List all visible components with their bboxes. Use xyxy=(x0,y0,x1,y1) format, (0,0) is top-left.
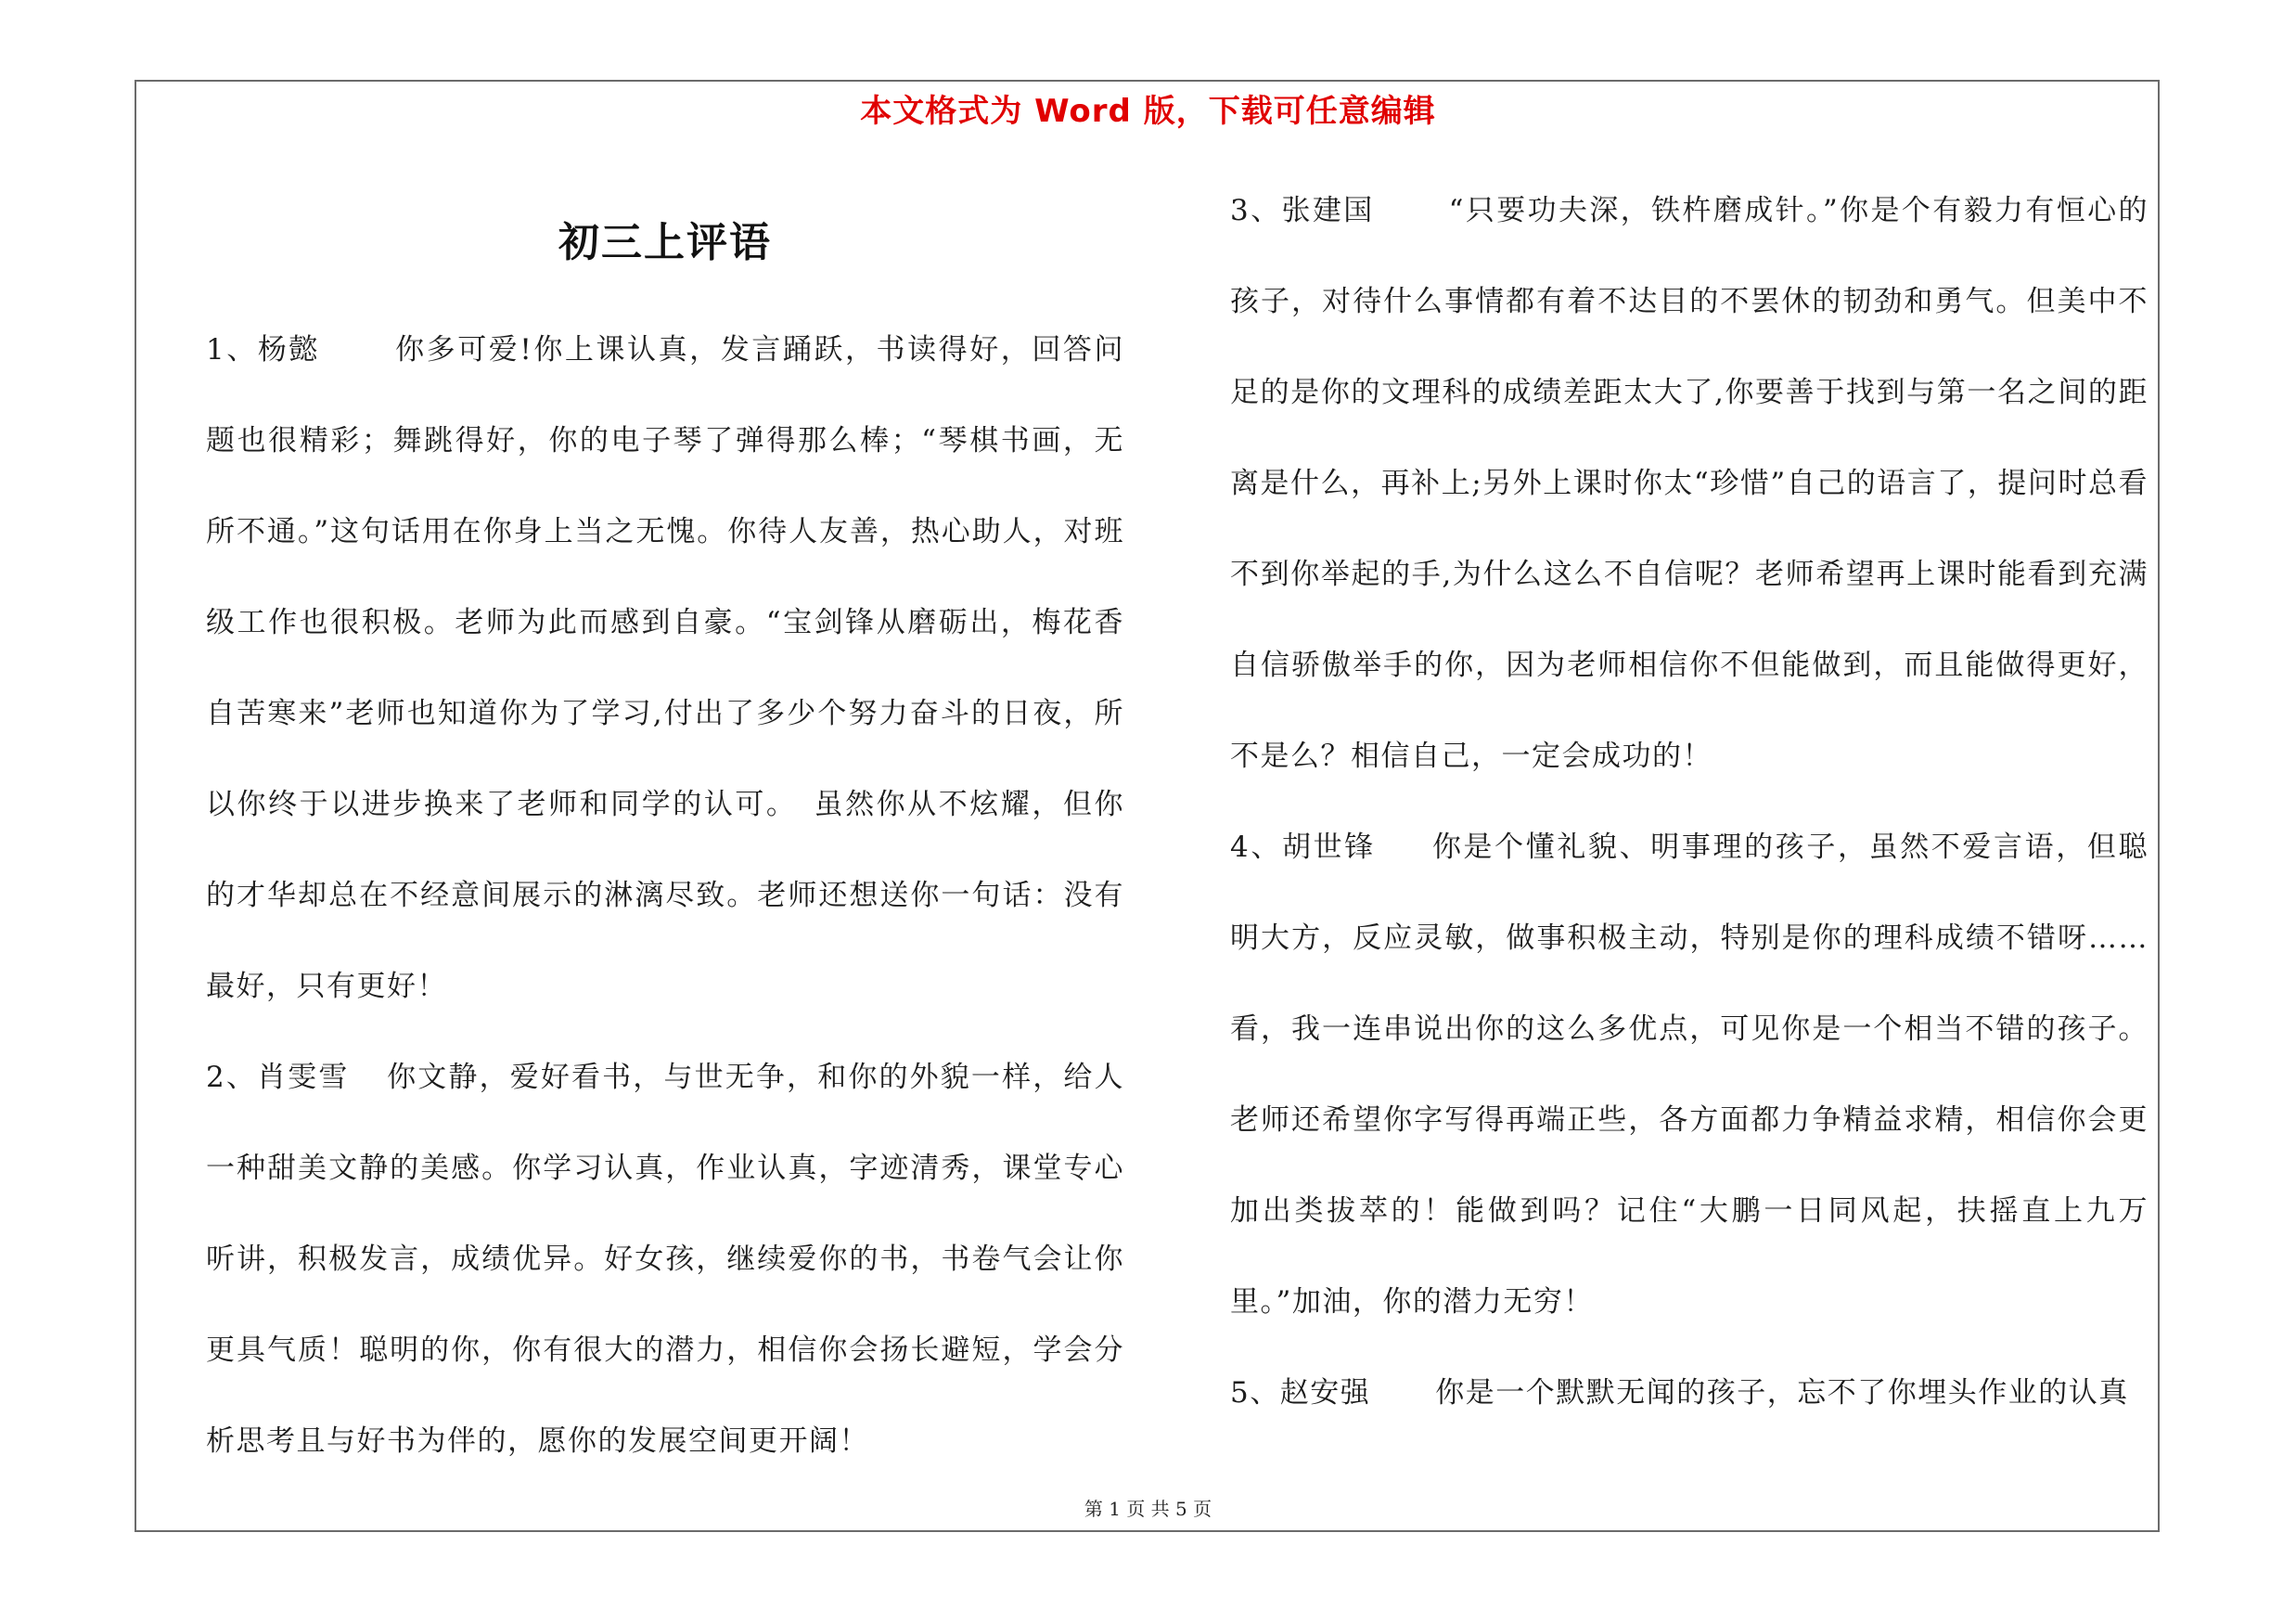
document-title: 初三上评语 xyxy=(558,219,772,266)
student-name: 赵安强 xyxy=(1279,1376,1371,1410)
student-name: 肖雯雪 xyxy=(257,1061,350,1094)
comment-entry-1 xyxy=(206,304,1124,1032)
entry-number: 3、 xyxy=(1230,194,1282,227)
student-name: 胡世锋 xyxy=(1281,831,1376,864)
right-column xyxy=(1230,165,2148,1438)
entry-number: 5、 xyxy=(1230,1376,1280,1410)
format-banner: 本文格式为 Word 版，下载可任意编辑 xyxy=(860,93,1436,130)
comment-text: 你多可爱!你上课认真，发言踊跃，书读得好，回答问题也很精彩；舞跳得好，你的电子琴了弹得那么棒；“琴棋书画，无所不通。”这句话用在你身上当之无愧。你待人友善，热心助人，对班级工作也很积极。老师为此而感到自豪。“宝剑锋从磨砺出，梅花香自苦寒来”老师也知道你为了学习,付出了多少个努力奋斗的日夜，所以你终于以进步换来了老师和同学的认可。 虽然你从不炫耀，但你的才华却总在不经意间展示的淋漓尽致。老师还想送你一句话：没有最好，只有更好！ xyxy=(206,333,1124,1003)
entry-number: 4、 xyxy=(1230,831,1282,864)
comment-text: 你文静，爱好看书，与世无争，和你的外貌一样，给人一种甜美文静的美感。你学习认真，作业认真，字迹清秀，课堂专心听讲，积极发言，成绩优异。好女孩，继续爱你的书，书卷气会让你更具气质！聪明的你，你有很大的潜力，相信你会扬长避短，学会分析思考且与好书为伴的，愿你的发展空间更开阔！ xyxy=(206,1061,1125,1458)
entry-number: 1、 xyxy=(206,333,258,367)
comment-text: 你是一个默默无闻的孩子，忘不了你埋头作业的认真 xyxy=(1435,1376,2129,1410)
comment-text: 你是个懂礼貌、明事理的孩子，虽然不爱言语，但聪明大方，反应灵敏，做事积极主动，特别是你的理科成绩不错呀……看，我一连串说出你的这么多优点，可见你是一个相当不错的孩子。老师还希望你字写得再端正些，各方面都力争精益求精，相信你会更加出类拔萃的！能做到吗？记住“大鹏一日同风起，扶摇直上九万里。”加油，你的潜力无穷！ xyxy=(1230,831,2149,1319)
student-name: 张建国 xyxy=(1281,194,1375,227)
left-column xyxy=(206,304,1124,1487)
page-number: 第 1 页 共 5 页 xyxy=(1084,1498,1212,1520)
comment-entry-4 xyxy=(1230,802,2148,1347)
comment-entry-2 xyxy=(206,1032,1124,1487)
entry-number: 2、 xyxy=(206,1061,258,1094)
comment-entry-3 xyxy=(1230,165,2148,802)
student-name: 杨懿 xyxy=(257,333,320,367)
comment-text: “只要功夫深，铁杵磨成针。”你是个有毅力有恒心的孩子，对待什么事情都有着不达目的不罢休的韧劲和勇气。但美中不足的是你的文理科的成绩差距太大了,你要善于找到与第一名之间的距离是什么，再补上;另外上课时你太“珍惜”自己的语言了，提问时总看不到你举起的手,为什么这么不自信呢？老师希望再上课时能看到充满自信骄傲举手的你，因为老师相信你不但能做到，而且能做得更好，不是么？相信自己，一定会成功的！ xyxy=(1230,194,2148,773)
comment-entry-5 xyxy=(1230,1347,2148,1438)
